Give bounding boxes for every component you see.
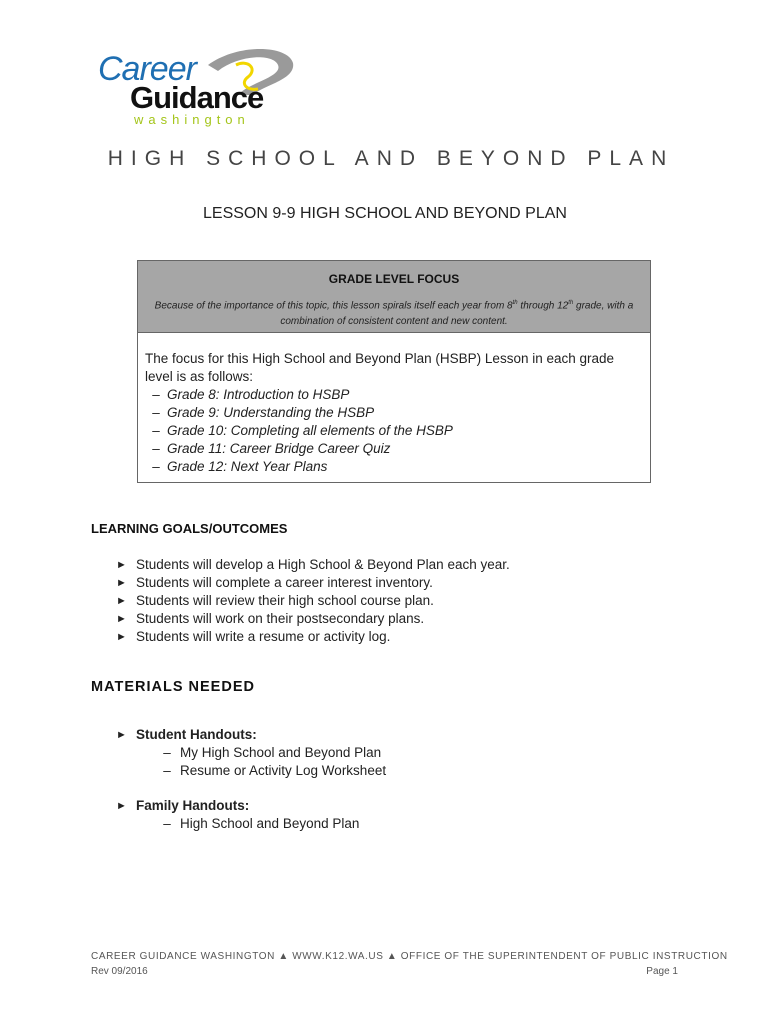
list-item: ► Students will develop a High School & Beyond Plan each year. [116,557,510,572]
arrow-bullet-icon: ► [116,729,127,741]
logo-guidance-text: Guidance [130,80,264,115]
arrow-bullet-icon: ► [116,800,127,812]
materials-heading: MATERIALS NEEDED [91,679,255,695]
document-title: HIGH SCHOOL AND BEYOND PLAN [107,147,675,170]
grade-focus-item: – Grade 12: Next Year Plans [145,458,640,476]
footer-text: CAREER GUIDANCE WASHINGTON ▲ WWW.K12.WA.US ▲ OFFICE OF THE SUPERINTENDENT OF PUBLIC INSTRUCTION [91,951,728,962]
grade-focus-list [145,386,640,476]
learning-goals-list [116,556,510,646]
student-handouts-label: ► Student Handouts: [116,727,257,742]
family-handouts-group [116,797,359,833]
lesson-title: LESSON 9-9 HIGH SCHOOL AND BEYOND PLAN [203,205,567,222]
arrow-bullet-icon: ► [116,595,127,607]
list-item: ► Students will work on their postsecondary plans. [116,611,425,626]
learning-goals-heading: LEARNING GOALS/OUTCOMES [91,521,288,536]
arrow-bullet-icon: ► [116,559,127,571]
list-item: ► Students will review their high school course plan. [116,593,434,608]
arrow-bullet-icon: ► [116,613,127,625]
logo-washington-text: washington [134,112,250,127]
focus-intro: The focus for this High School and Beyond Plan (HSBP) Lesson in each grade level is as follows: [145,351,615,384]
list-item: – High School and Beyond Plan [158,815,359,833]
footer-revision: Rev 09/2016 [91,966,148,977]
list-item: – Resume or Activity Log Worksheet [158,762,386,780]
focus-heading: GRADE LEVEL FOCUS [328,272,460,286]
family-handouts-list [116,815,359,833]
family-handouts-label: ► Family Handouts: [116,798,250,813]
logo-career-text: Career [98,50,196,88]
arrow-bullet-icon: ► [116,577,127,589]
focus-description: Because of the importance of this topic, this lesson spirals itself each year from 8th through 12th grade, with a combination of consistent content and new content. [154,300,634,328]
list-item: ► Students will write a resume or activity log. [116,629,391,644]
grade-focus-item: – Grade 9: Understanding the HSBP [145,404,640,422]
grade-focus-item: – Grade 10: Completing all elements of the HSBP [145,422,640,440]
list-item: – My High School and Beyond Plan [158,744,386,762]
grade-focus-item: – Grade 11: Career Bridge Career Quiz [145,440,640,458]
grade-focus-item: – Grade 8: Introduction to HSBP [145,386,640,404]
grade-level-focus-box [137,260,651,483]
page-number: Page 1 [646,966,678,977]
list-item: ► Students will complete a career interest inventory. [116,575,433,590]
focus-box-header [138,261,650,333]
student-handouts-list [116,744,386,780]
arrow-bullet-icon: ► [116,631,127,643]
student-handouts-group [116,726,386,780]
focus-body [145,350,640,476]
